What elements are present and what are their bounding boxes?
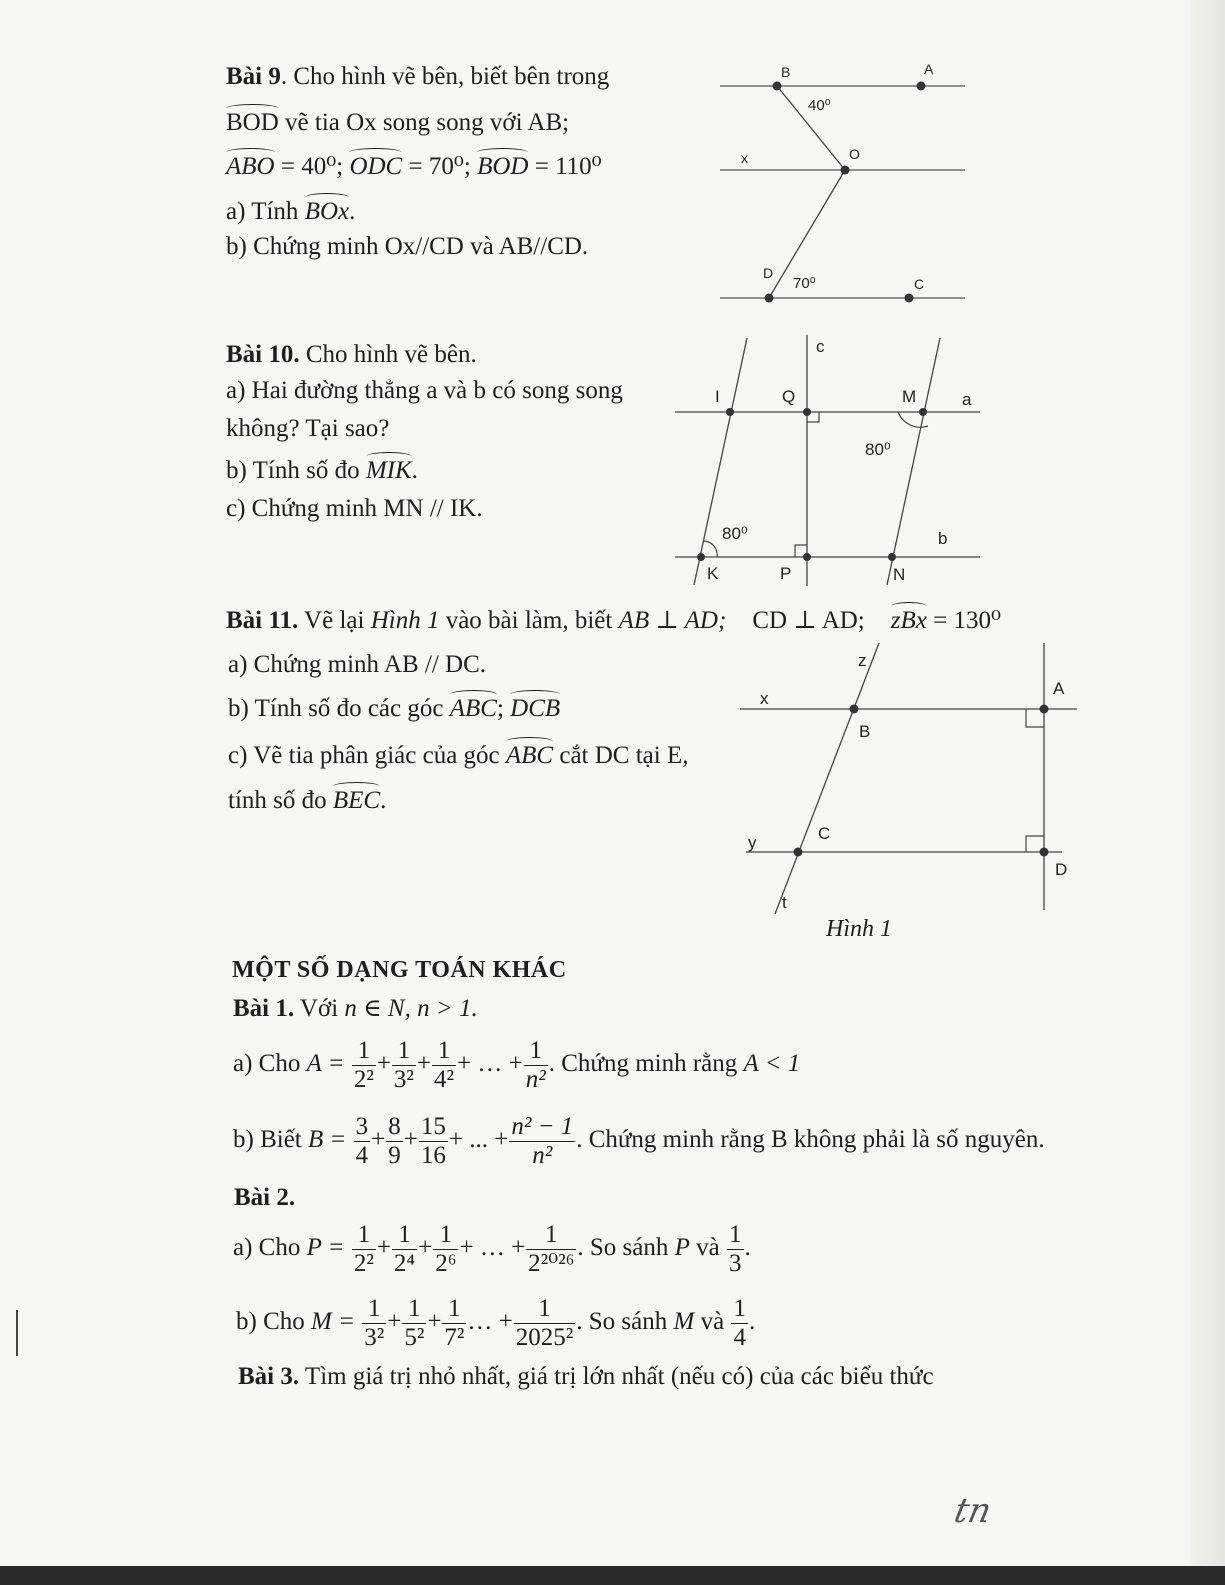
- bai9-point-a: [917, 82, 926, 91]
- bai11-label-t: t: [782, 893, 787, 912]
- s-bai2-b-frac2: [402, 1295, 426, 1352]
- bai11-question-b: [228, 694, 560, 724]
- s-bai1-b-frac-last: [509, 1113, 575, 1170]
- s-bai2-b-frac3: [442, 1295, 466, 1352]
- bai11-qc-post: cắt DC tại E,: [553, 742, 689, 769]
- bai9-question-b: b) Chứng minh Ox//CD và AB//CD.: [226, 233, 589, 260]
- s-bai2-b-compare-frac: [731, 1295, 748, 1352]
- bai11-angle-dcb: DCB: [510, 695, 561, 722]
- s-bai1-b-post: . Chứng minh rằng B không phải là số nguyên.: [576, 1126, 1045, 1153]
- frac-den: 3²: [393, 1065, 414, 1093]
- bai10-point-i: [726, 408, 734, 416]
- frac-num: 1: [352, 1037, 376, 1066]
- bai10-intro: Cho hình vẽ bên.: [299, 341, 477, 368]
- s-bai1-line1: [233, 994, 478, 1024]
- bai10-question-a: a) Hai đường thẳng a và b có song song: [226, 377, 623, 404]
- frac-den: 9: [388, 1141, 401, 1169]
- frac-den: 3²: [364, 1323, 385, 1351]
- s-bai1-a-pre: a) Cho: [233, 1050, 307, 1077]
- s-bai2-b-v: M: [673, 1308, 695, 1335]
- bai9-label-b: B: [781, 64, 791, 80]
- bai9-figure: [715, 55, 975, 315]
- frac-num: 1: [514, 1295, 576, 1324]
- s-bai2-title: Bài 2.: [234, 1184, 296, 1211]
- bai10-label-i: I: [715, 387, 720, 406]
- s-bai1-b-pre: b) Biết: [233, 1126, 308, 1153]
- bai11-question-a: a) Chứng minh AB // DC.: [228, 651, 487, 678]
- s-bai1-cond: n ∈ N, n > 1.: [344, 995, 478, 1022]
- frac-den: 2²⁰²⁶: [528, 1249, 575, 1277]
- bai10-question-a2: không? Tại sao?: [226, 415, 390, 442]
- s-bai1-title: Bài 1.: [233, 995, 295, 1022]
- frac-den: n²: [532, 1141, 553, 1169]
- s-bai3-line: [238, 1362, 934, 1392]
- bai9-point-o: [841, 166, 850, 175]
- frac-num: 1: [729, 1220, 742, 1248]
- frac-den: 2025²: [515, 1323, 574, 1351]
- frac-num: 1: [442, 1295, 466, 1324]
- frac-den: 16: [420, 1141, 446, 1169]
- bai9-angle-box: BOx: [304, 198, 350, 225]
- frac-num: 1: [362, 1295, 386, 1324]
- bai9-intro: . Cho hình vẽ bên, biết bên trong: [280, 63, 610, 90]
- s-bai1-b-dots: + ... +: [448, 1126, 509, 1153]
- bai10-angle-mik: MIK: [365, 457, 412, 484]
- bai10-point-k: [697, 553, 705, 561]
- bai9-label-c: C: [914, 276, 925, 292]
- bai9-point-c: [905, 294, 914, 303]
- bai11-line1: [226, 606, 1001, 636]
- frac-num: 1: [733, 1294, 746, 1322]
- bai10-question-c: c) Chứng minh MN // IK.: [226, 495, 483, 522]
- bai9-title: Bài 9: [226, 63, 281, 90]
- frac-den: 4²: [434, 1065, 455, 1093]
- frac-den: n²: [525, 1065, 546, 1093]
- frac-num: 1: [433, 1221, 458, 1250]
- bai11-label-c: C: [818, 824, 831, 843]
- bai10-label-q: Q: [782, 387, 796, 406]
- bai10-label-n: N: [893, 565, 906, 584]
- bai9-qa-pre: a) Tính: [226, 198, 305, 225]
- bai11-angle-abc: ABC: [449, 695, 497, 722]
- s-bai1-a-dots: + … +: [457, 1050, 523, 1077]
- bai10-label-p: P: [780, 564, 792, 583]
- frac-den: 2²: [353, 1065, 374, 1093]
- bai10-point-n: [888, 553, 896, 561]
- bai10-point-q: [803, 408, 811, 416]
- bai11-label-y: y: [748, 833, 757, 852]
- bai9-angle-40: 40⁰: [808, 97, 831, 114]
- bai11-title: Bài 11.: [226, 607, 299, 634]
- frac-num: 3: [355, 1112, 369, 1140]
- bai9-abo-val: = 40⁰;: [274, 153, 350, 180]
- bai9-angle-70: 70⁰: [793, 275, 816, 292]
- bai11-qb-pre: b) Tính số đo các góc: [228, 695, 450, 722]
- s-bai2-a-compare-frac: [727, 1221, 744, 1278]
- bai10-label-k: K: [707, 564, 719, 583]
- bai11-qc-pre: c) Vẽ tia phân giác của góc: [228, 742, 506, 769]
- bai9-angle-odc: ODC: [349, 153, 403, 180]
- frac-den: 2⁴: [393, 1249, 416, 1277]
- scan-mark: [16, 1310, 18, 1356]
- s-bai2-a-frac3: [433, 1221, 458, 1278]
- s-bai1-a-post: . Chứng minh rằng: [548, 1050, 744, 1077]
- frac-num: 1: [432, 1037, 456, 1066]
- s-bai1-a-frac1: [352, 1037, 376, 1094]
- bai11-cond1: AB ⊥ AD;: [618, 607, 727, 634]
- bai10-arc-k: [704, 541, 717, 557]
- bai9-bod-val: = 110⁰: [528, 153, 602, 180]
- bai11-zbx-val: = 130⁰: [926, 607, 1001, 634]
- bai11-intro-mid: vào bài làm, biết: [439, 607, 619, 634]
- s-bai2-a-frac1: [352, 1221, 376, 1278]
- bai11-point-a: [1040, 705, 1049, 714]
- frac-den: 2⁶: [435, 1249, 457, 1277]
- bai11-point-d: [1040, 848, 1049, 857]
- bai9-label-a: A: [924, 61, 934, 77]
- s-bai2-question-a: a) Cho P = $\frac{1}{\text{2²}}$ + $\frac{1}{\text{2⁴}}$ + $\frac{1}{\text{2⁶}}$ + … + $\frac{1}{\text{2²⁰²⁶}}$ . So sánh P và $\frac{1}{3}$ .: [233, 1220, 751, 1277]
- s-bai1-a-frac2: [392, 1037, 416, 1094]
- frac-num: 1: [392, 1221, 417, 1250]
- frac-den: 4: [733, 1323, 746, 1351]
- s-bai1-a-var: A =: [306, 1050, 345, 1077]
- s-bai3-text: Tìm giá trị nhỏ nhất, giá trị lớn nhất (nếu có) của các biểu thức: [299, 1363, 934, 1390]
- frac-num: 1: [402, 1295, 426, 1324]
- bai11-figure: [732, 638, 1087, 950]
- s-bai1-b-var: B =: [308, 1126, 347, 1153]
- bai10-line-mn: [887, 338, 940, 585]
- bai11-label-x: x: [760, 689, 769, 708]
- bai9-point-d: [765, 294, 774, 303]
- bai10-line1: [226, 340, 477, 370]
- bai10-label-b: b: [938, 529, 948, 548]
- s-bai2-a-dots: + … +: [459, 1234, 526, 1261]
- bai9-point-b: [773, 82, 782, 91]
- bai11-angle-zbx: zBx: [890, 607, 927, 634]
- bai11-qc2-pre: tính số đo: [228, 787, 333, 814]
- s-bai1-a-frac3: [432, 1037, 456, 1094]
- bai9-line3: [226, 152, 602, 182]
- bai9-angle-bod2: BOD: [477, 153, 529, 180]
- s-bai2-b-post: . So sánh: [576, 1308, 674, 1335]
- frac-den: 7²: [444, 1323, 465, 1351]
- bai11-label-z: z: [858, 651, 867, 670]
- frac-num: n² − 1: [511, 1112, 574, 1140]
- bai10-qb-pre: b) Tính số đo: [226, 457, 366, 484]
- frac-num: 1: [352, 1221, 376, 1250]
- s-bai3-title: Bài 3.: [238, 1363, 300, 1390]
- bai11-label-a: A: [1053, 679, 1065, 698]
- s-bai2-b-frac1: [362, 1295, 386, 1352]
- bai9-angle-bod: BOD: [226, 109, 279, 136]
- bai9-line2: [226, 108, 569, 138]
- page-edge-bottom: [0, 1566, 1225, 1585]
- bai9-label-d: D: [763, 265, 774, 281]
- bai10-point-p: [803, 553, 811, 561]
- bai9-odc-val: = 70⁰;: [402, 153, 478, 180]
- bai10-title: Bài 10.: [226, 341, 300, 368]
- bai10-point-m: [919, 408, 927, 416]
- bai10-label-c: c: [816, 337, 825, 356]
- s-bai2-question-b: b) Cho M = $\frac{1}{\text{3²}}$ + $\frac{1}{\text{5²}}$ + $\frac{1}{\text{7²}}$ … + $\frac{1}{\text{2025²}}$ . So sánh M và $\frac{1}{4}$ .: [236, 1294, 756, 1351]
- bai11-qb-sep: ;: [496, 695, 511, 722]
- bai11-angle-abc2: ABC: [505, 742, 554, 769]
- frac-den: 4: [355, 1141, 369, 1169]
- bai10-line-ik: [694, 338, 747, 585]
- bai11-cond2: CD ⊥ AD;: [752, 607, 865, 634]
- bai10-angle-m: 80⁰: [865, 440, 891, 459]
- s-bai2-a-var: P =: [306, 1234, 345, 1261]
- bai11-question-c: [228, 741, 689, 771]
- s-bai2-a-post: . So sánh: [577, 1234, 675, 1261]
- s-bai2-a-pre: a) Cho: [233, 1234, 307, 1261]
- bai11-qc2-post: .: [380, 787, 387, 814]
- bai9-question-a: [226, 197, 355, 227]
- s-bai2-a-frac2: [392, 1221, 417, 1278]
- frac-num: 1: [392, 1037, 416, 1066]
- bai9-qa-post: .: [349, 198, 356, 225]
- s-bai1-a-frac-last: [524, 1037, 548, 1094]
- bai10-figure: [670, 330, 990, 592]
- bai11-figure-caption: Hình 1: [826, 916, 892, 942]
- frac-num: 1: [526, 1221, 576, 1250]
- bai10-label-m: M: [902, 387, 917, 406]
- bai9-label-o: O: [849, 146, 860, 162]
- s-bai1-question-b: b) Biết B = $\frac{3}{4}$ + $\frac{8}{9}$ + $\frac{15}{16}$ + ... + $\frac{\text{n² − 1}}{\text{n²}}$ . Chứng minh rằng B không phải là số nguyên.: [233, 1112, 1045, 1169]
- s-bai2-b-and: và: [694, 1308, 731, 1335]
- bai11-point-c: [794, 848, 803, 857]
- s-bai1-a-concl: A < 1: [743, 1050, 801, 1077]
- s-bai1-intro: Với: [294, 995, 345, 1022]
- bai11-intro-pre: Vẽ lại: [298, 607, 371, 634]
- s-bai1-question-a: a) Cho A = $\frac{1}{\text{2²}}$ + $\frac{1}{\text{3²}}$ + $\frac{1}{\text{4²}}$ + … + $\frac{1}{\text{n²}}$ . Chứng minh rằng A < 1: [233, 1036, 801, 1093]
- frac-num: 1: [524, 1037, 548, 1066]
- frac-num: 15: [420, 1112, 446, 1140]
- s-bai1-b-frac2: [386, 1113, 403, 1170]
- bai10-question-b: [226, 456, 418, 486]
- s-bai2-b-pre: b) Cho: [236, 1308, 311, 1335]
- bai11-label-b: B: [859, 722, 871, 741]
- bai9-label-x: x: [741, 150, 748, 166]
- s-bai2-a-v: P: [674, 1234, 690, 1261]
- section-title: MỘT SỐ DẠNG TOÁN KHÁC: [232, 957, 567, 983]
- bai11-label-d: D: [1055, 860, 1068, 879]
- bai11-line-zt: [775, 643, 879, 914]
- signature: tn: [950, 1491, 995, 1531]
- frac-den: 5²: [404, 1323, 425, 1351]
- s-bai1-b-frac1: [354, 1113, 371, 1170]
- bai9-line1: [226, 62, 609, 92]
- bai10-label-a: a: [962, 390, 972, 409]
- bai10-angle-k: 80⁰: [722, 524, 748, 543]
- bai9-angle-abo: ABO: [226, 153, 275, 180]
- frac-den: 3: [729, 1249, 742, 1277]
- frac-num: 8: [388, 1112, 401, 1140]
- s-bai2-a-frac-last: [526, 1221, 576, 1278]
- s-bai2-b-frac-last: [514, 1295, 576, 1352]
- bai11-intro-fig: Hình 1: [370, 607, 440, 634]
- s-bai2-b-dots: … +: [467, 1308, 513, 1335]
- bai10-qb-post: .: [411, 457, 418, 484]
- bai11-point-b: [850, 705, 859, 714]
- s-bai2-b-var: M =: [311, 1308, 355, 1335]
- frac-den: 2²: [353, 1249, 374, 1277]
- bai11-question-c2: [228, 786, 386, 816]
- s-bai2-a-and: và: [689, 1234, 727, 1261]
- bai9-line2-rest: vẽ tia Ox song song với AB;: [278, 109, 570, 136]
- s-bai1-b-frac3: [419, 1113, 448, 1170]
- page-edge: [1190, 0, 1225, 1585]
- bai11-angle-bec: BEC: [332, 787, 381, 814]
